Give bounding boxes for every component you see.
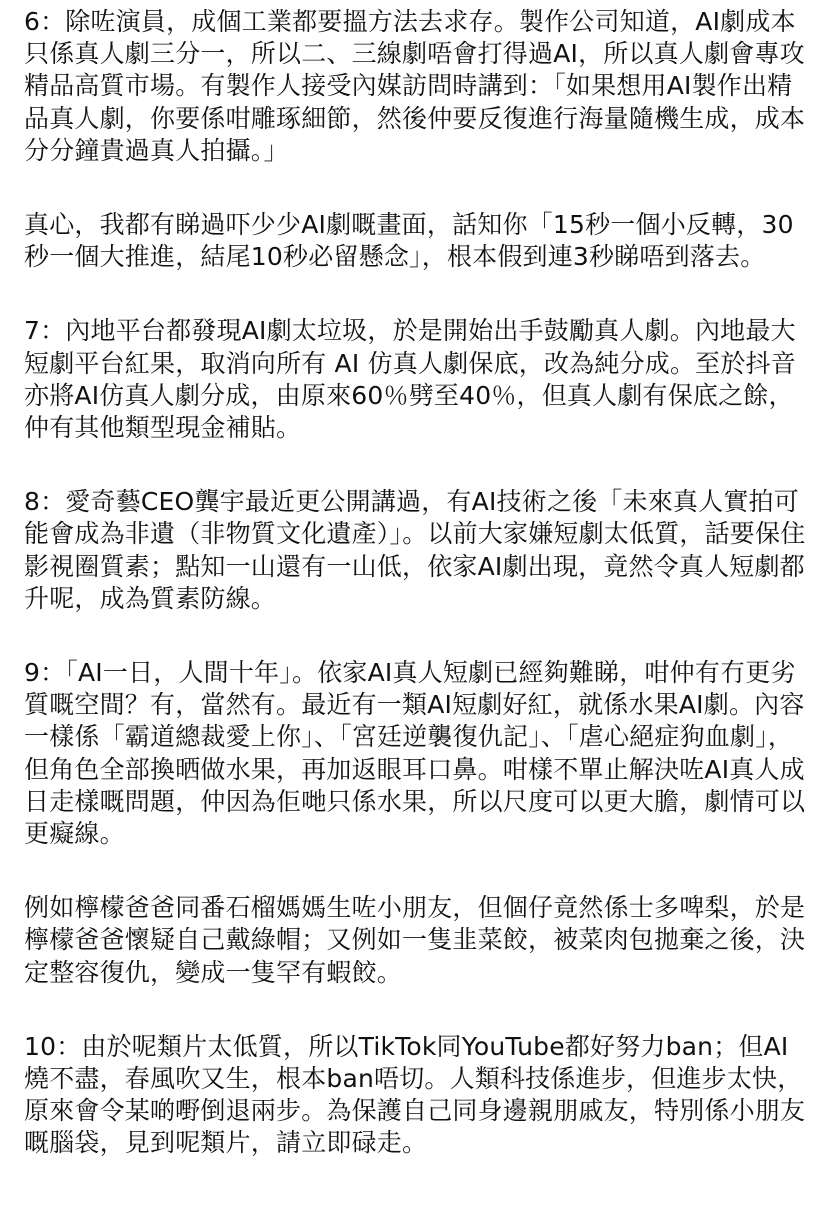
- paragraph-point-8: 8：愛奇藝CEO龔宇最近更公開講過，有AI技術之後「未來真人實拍可能會成為非遺（非物質文化遺產）」。以前大家嫌短劇太低質，話要保住影視圈質素；點知一山還有一山低，依家AI劇出現，竟然令真人短劇都升呢，成為質素防線。: [24, 487, 806, 613]
- paragraph-point-7: 7：內地平台都發現AI劇太垃圾，於是開始出手鼓勵真人劇。內地最大短劇平台紅果，取消向所有 AI 仿真人劇保底，改為純分成。至於抖音亦將AI仿真人劇分成，由原來60％劈至40％，但真人劇有保底之餘，仲有其他類型現金補貼。: [24, 316, 796, 443]
- paragraph-point-9: 9：「AI一日，人間十年」。依家AI真人短劇已經夠難睇，咁仲有冇更劣質嘅空間？有，當然有。最近有一類AI短劇好紅，就係水果AI劇。內容一樣係「霸道總裁愛上你」、「宮廷逆襲復仇記」、「虐心絕症狗血劇」，但角色全部換晒做水果，再加返眼耳口鼻。咁樣不單止解決咗AI真人成日走樣嘅問題，仲因為佢哋只係水果，所以尺度可以更大膽，劇情可以更癡線。: [24, 658, 806, 849]
- paragraph-point-10: 10：由於呢類片太低質，所以TikTok同YouTube都好努力ban；但AI燒不盡，春風吹又生，根本ban唔切。人類科技係進步，但進步太快，原來會令某啲嘢倒退兩步。為保護自己同身邊親朋戚友，特別係小朋友嘅腦袋，見到呢類片，請立即碌走。: [24, 1031, 806, 1158]
- paragraph-point-6: 6：除咗演員，成個工業都要搵方法去求存。製作公司知道，AI劇成本只係真人劇三分一，所以二、三線劇唔會打得過AI，所以真人劇會專攻精品高質市場。有製作人接受內媒訪問時講到：「如果想用AI製作出精品真人劇，你要係咁雕琢細節，然後仲要反復進行海量隨機生成，成本分分鐘貴過真人拍攝。」: [24, 7, 806, 165]
- article-body: [24, 6, 809, 1160]
- paragraph-example: 例如檸檬爸爸同番石榴媽媽生咗小朋友，但個仔竟然係士多啤梨，於是檸檬爸爸懷疑自己戴綠帽；又例如一隻韭菜餃，被菜肉包拋棄之後，決定整容復仇，變成一隻罕有蝦餃。: [24, 893, 806, 987]
- paragraph-comment: 真心，我都有睇過吓少少AI劇嘅畫面，話知你「15秒一個小反轉，30秒一個大推進，結尾10秒必留懸念」，根本假到連3秒睇唔到落去。: [24, 210, 794, 272]
